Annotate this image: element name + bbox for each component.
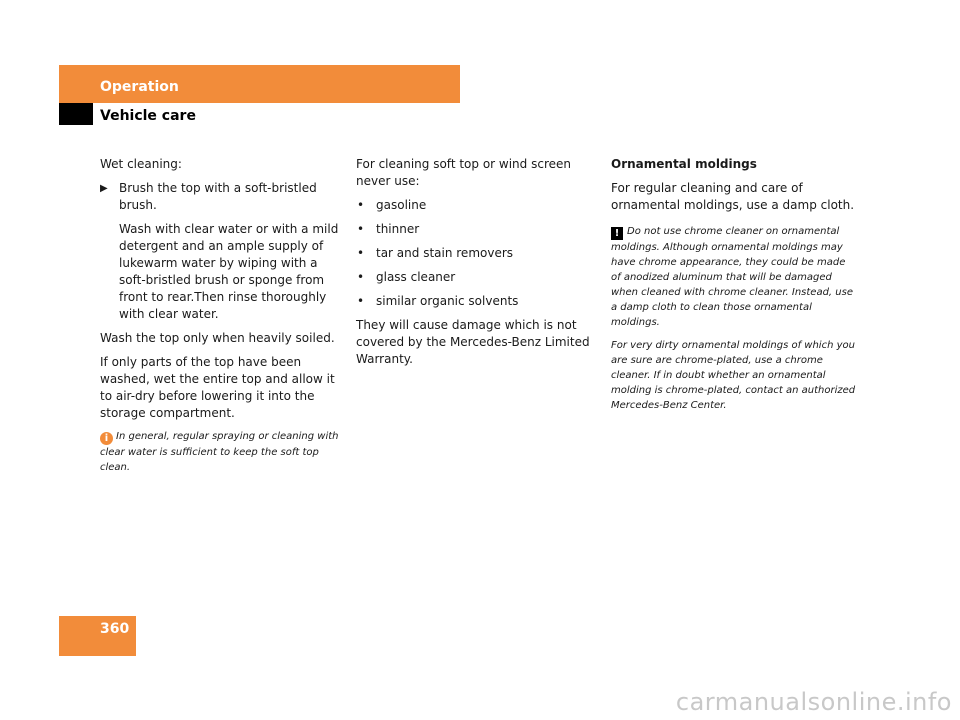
watermark: carmanualsonline.info [675, 688, 952, 716]
section-title: Operation [100, 79, 179, 95]
header-marker [59, 103, 93, 125]
triangle-right-icon: ▶ [100, 183, 108, 194]
info-note [100, 429, 344, 475]
list-item: • glass cleaner [357, 270, 456, 284]
warning-text-1: Do not use chrome cleaner on ornamental moldings. Although ornamental moldings may have chrome appearance, they could be made of anodized aluminum that will be damaged when cleaned with chrome cleaner. Instead, use a damp cloth to clean those ornamental moldings. [611, 226, 853, 328]
step-detail: Wash with clear water or with a mild detergent and an ample supply of lukewarm water by wiping with a soft-bristled brush or sponge from front to rear.Then rinse thoroughly with clear water. [119, 222, 339, 321]
step-text: Brush the top with a soft-bristled brush. [119, 181, 317, 212]
column-wet-cleaning [100, 156, 344, 482]
exclamation-icon: ! [611, 227, 623, 240]
page-subtitle: Vehicle care [100, 108, 196, 124]
ornamental-heading: Ornamental moldings [611, 157, 757, 171]
step-item [100, 180, 344, 214]
list-item: • tar and stain removers [357, 246, 514, 260]
wet-cleaning-intro: Wet cleaning: [100, 157, 182, 171]
warranty-note: They will cause damage which is not covered by the Mercedes-Benz Limited Warranty. [356, 318, 590, 366]
info-icon: i [100, 432, 113, 445]
bullet-dot-icon: • [357, 246, 365, 260]
info-note-text: In general, regular spraying or cleaning with clear water is sufficient to keep the soft top clean. [100, 431, 339, 473]
column-never-use [356, 156, 600, 375]
bullet-dot-icon: • [357, 294, 365, 308]
paragraph-partial-wash: If only parts of the top have been washed, wet the entire top and allow it to air-dry before lowering it into the storage compartment. [100, 355, 335, 420]
ornamental-paragraph: For regular cleaning and care of ornamental moldings, use a damp cloth. [611, 181, 855, 212]
page-number: 360 [100, 621, 130, 637]
bullet-dot-icon: • [357, 222, 365, 236]
bullet-dot-icon: • [357, 270, 365, 284]
never-use-list [356, 197, 600, 310]
column-ornamental-moldings [611, 156, 856, 421]
list-item: • gasoline [357, 198, 427, 212]
list-item: • thinner [357, 222, 420, 236]
warning-note [611, 224, 856, 413]
warning-text-2: For very dirty ornamental moldings of which you are sure are chrome-plated, use a chrome cleaner. If in doubt whether an ornamental molding is chrome-plated, contact an authorized Mercedes-Benz Center. [611, 340, 856, 411]
never-use-intro: For cleaning soft top or wind screen never use: [356, 157, 571, 188]
bullet-dot-icon: • [357, 198, 365, 212]
list-item: • similar organic solvents [357, 294, 519, 308]
paragraph-heavily-soiled: Wash the top only when heavily soiled. [100, 331, 335, 345]
